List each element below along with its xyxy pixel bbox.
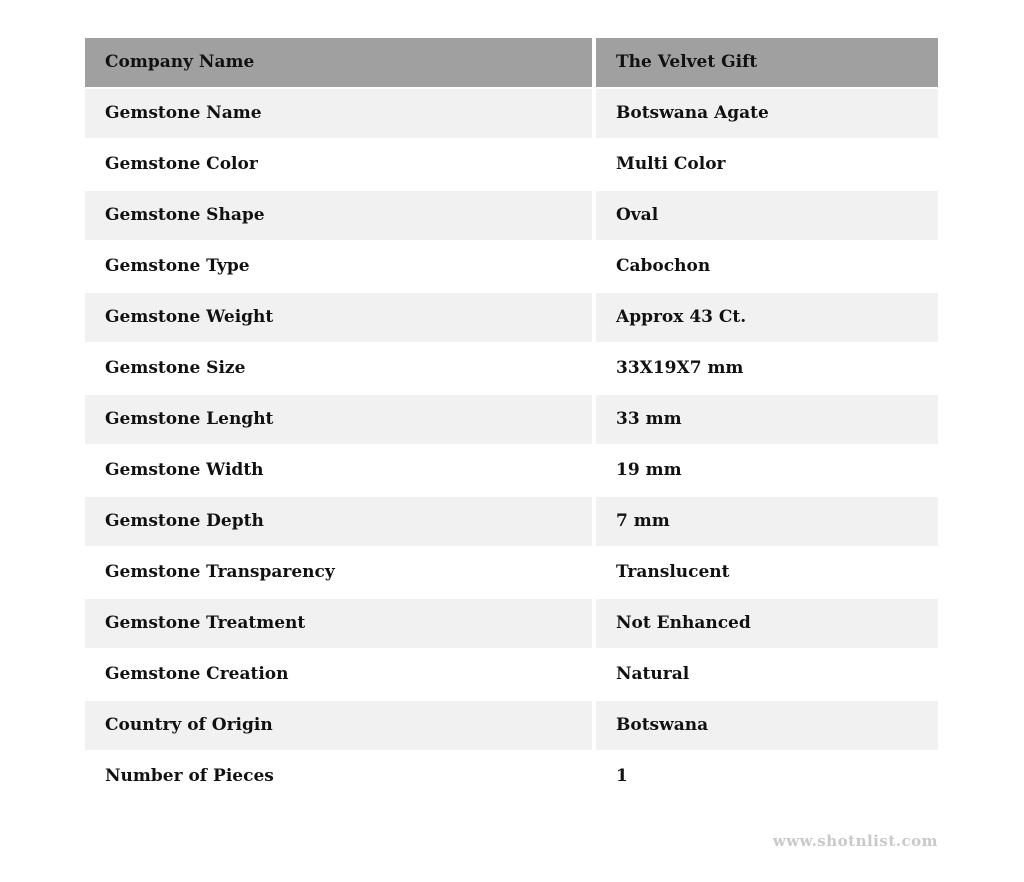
row-label: Gemstone Size (85, 343, 594, 394)
row-value: Translucent (594, 547, 938, 598)
table-row (85, 292, 938, 343)
row-label: Gemstone Lenght (85, 394, 594, 445)
row-value: 33X19X7 mm (594, 343, 938, 394)
row-label: Gemstone Depth (85, 496, 594, 547)
watermark-text: www.shotnlist.com (772, 832, 938, 850)
row-value: Botswana Agate (594, 88, 938, 139)
row-value: Approx 43 Ct. (594, 292, 938, 343)
table-row (85, 88, 938, 139)
gemstone-spec-table (85, 38, 938, 801)
row-value: Natural (594, 649, 938, 700)
row-label: Gemstone Weight (85, 292, 594, 343)
table-row (85, 139, 938, 190)
table-row (85, 598, 938, 649)
table-row (85, 445, 938, 496)
row-label: Gemstone Transparency (85, 547, 594, 598)
row-value: Botswana (594, 700, 938, 751)
row-value: Multi Color (594, 139, 938, 190)
row-value: Oval (594, 190, 938, 241)
table-row (85, 700, 938, 751)
row-label: Gemstone Shape (85, 190, 594, 241)
row-label: Gemstone Name (85, 88, 594, 139)
row-value: Not Enhanced (594, 598, 938, 649)
row-label: Number of Pieces (85, 751, 594, 801)
row-value: 7 mm (594, 496, 938, 547)
row-value: 1 (594, 751, 938, 801)
row-label: Gemstone Type (85, 241, 594, 292)
row-label: Country of Origin (85, 700, 594, 751)
table-row (85, 343, 938, 394)
table-row (85, 394, 938, 445)
table-row (85, 547, 938, 598)
row-label: Gemstone Color (85, 139, 594, 190)
row-value: Cabochon (594, 241, 938, 292)
table-header-row (85, 38, 938, 88)
row-value: 19 mm (594, 445, 938, 496)
table-row (85, 496, 938, 547)
company-name-label: Company Name (85, 38, 594, 88)
row-label: Gemstone Creation (85, 649, 594, 700)
table-row (85, 241, 938, 292)
company-name-value: The Velvet Gift (594, 38, 938, 88)
table-row (85, 649, 938, 700)
table-row (85, 190, 938, 241)
row-label: Gemstone Width (85, 445, 594, 496)
table-row (85, 751, 938, 801)
row-value: 33 mm (594, 394, 938, 445)
row-label: Gemstone Treatment (85, 598, 594, 649)
